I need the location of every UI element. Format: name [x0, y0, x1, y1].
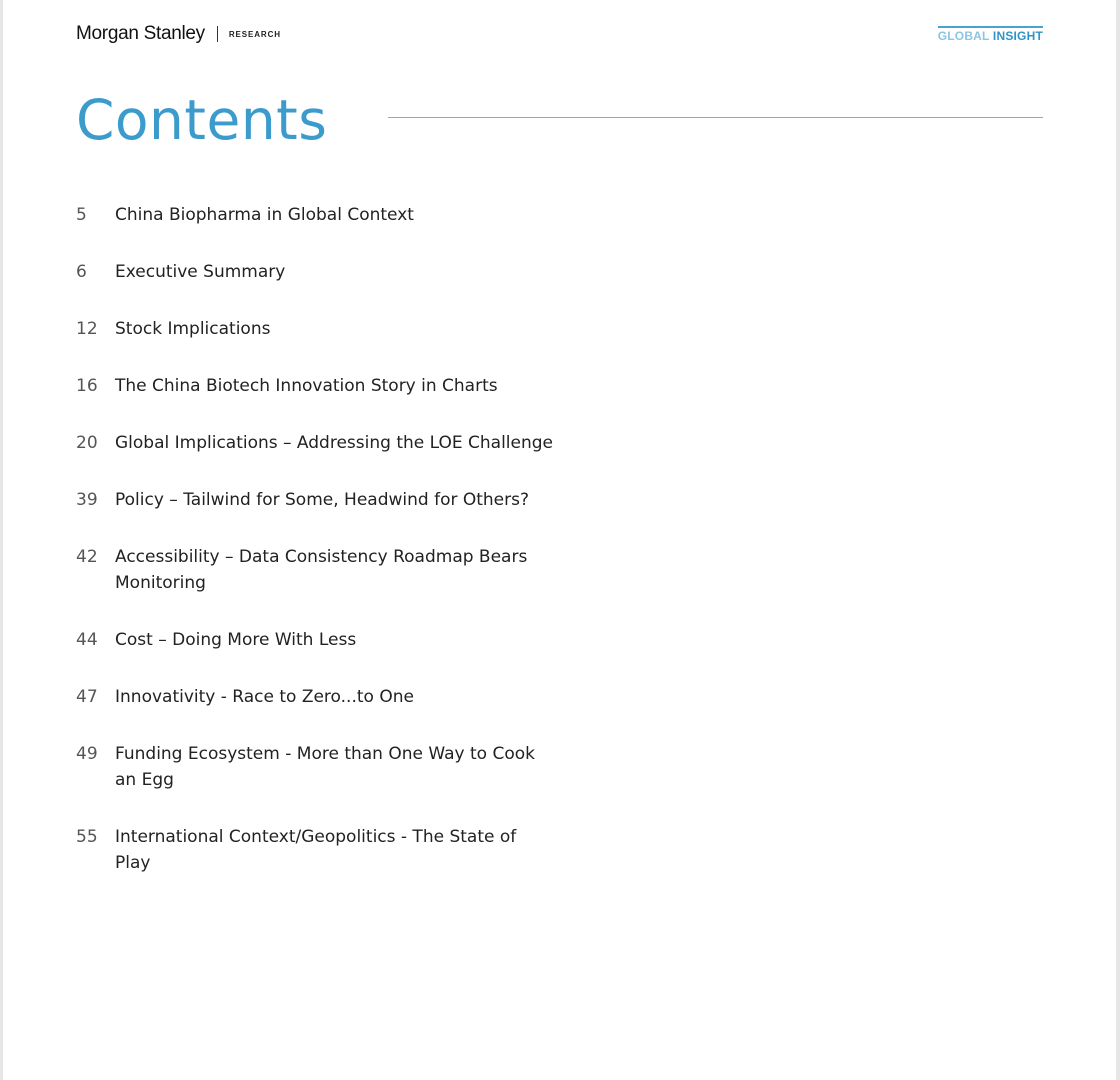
toc-page-number: 6 — [76, 262, 87, 282]
logo-text: Morgan Stanley — [76, 23, 205, 44]
toc-page-number: 47 — [76, 687, 98, 707]
toc-entry[interactable] — [76, 627, 556, 653]
toc-entry-title: China Biopharma in Global Context — [115, 205, 414, 225]
toc-entry-title: Innovativity - Race to Zero...to One — [115, 687, 414, 707]
toc-entry[interactable] — [76, 202, 556, 228]
toc-page-number: 20 — [76, 433, 98, 453]
toc-entry-title: International Context/Geopolitics - The State of Play — [115, 827, 517, 873]
toc-entry[interactable] — [76, 487, 556, 513]
toc-entry[interactable] — [76, 544, 556, 596]
document-page — [3, 0, 1116, 1080]
toc-entry[interactable] — [76, 684, 556, 710]
toc-entry[interactable] — [76, 259, 556, 285]
toc-page-number: 5 — [76, 205, 87, 225]
toc-entry[interactable] — [76, 373, 556, 399]
tag-global: GLOBAL — [937, 29, 990, 43]
toc-page-number: 39 — [76, 490, 98, 510]
logo-subtitle: RESEARCH — [228, 29, 281, 39]
page-title: Contents — [76, 88, 328, 152]
toc-entry-title: The China Biotech Innovation Story in Charts — [115, 376, 498, 396]
toc-entry[interactable] — [76, 824, 556, 876]
toc-page-number: 49 — [76, 744, 98, 764]
title-divider — [388, 117, 1043, 118]
toc-entry[interactable] — [76, 316, 556, 342]
toc-entry-title: Global Implications – Addressing the LOE Challenge — [115, 433, 554, 453]
toc-entry[interactable] — [76, 741, 556, 793]
toc-entry-title: Executive Summary — [115, 262, 286, 282]
toc-entry-title: Cost – Doing More With Less — [115, 630, 357, 650]
toc-entry-title: Accessibility – Data Consistency Roadmap Bears Monitoring — [115, 547, 528, 593]
toc-entry-title: Stock Implications — [115, 319, 271, 339]
toc-page-number: 55 — [76, 827, 98, 847]
toc-page-number: 12 — [76, 319, 98, 339]
toc-entry-title: Policy – Tailwind for Some, Headwind for Others? — [115, 490, 530, 510]
global-insight-tag — [938, 26, 1043, 43]
morgan-stanley-logo — [76, 22, 281, 46]
table-of-contents — [76, 202, 556, 907]
toc-page-number: 16 — [76, 376, 98, 396]
toc-page-number: 44 — [76, 630, 98, 650]
toc-entry[interactable] — [76, 430, 556, 456]
tag-insight: INSIGHT — [992, 29, 1043, 43]
toc-page-number: 42 — [76, 547, 98, 567]
toc-entry-title: Funding Ecosystem - More than One Way to Cook an Egg — [115, 744, 535, 790]
logo-divider — [217, 26, 218, 42]
